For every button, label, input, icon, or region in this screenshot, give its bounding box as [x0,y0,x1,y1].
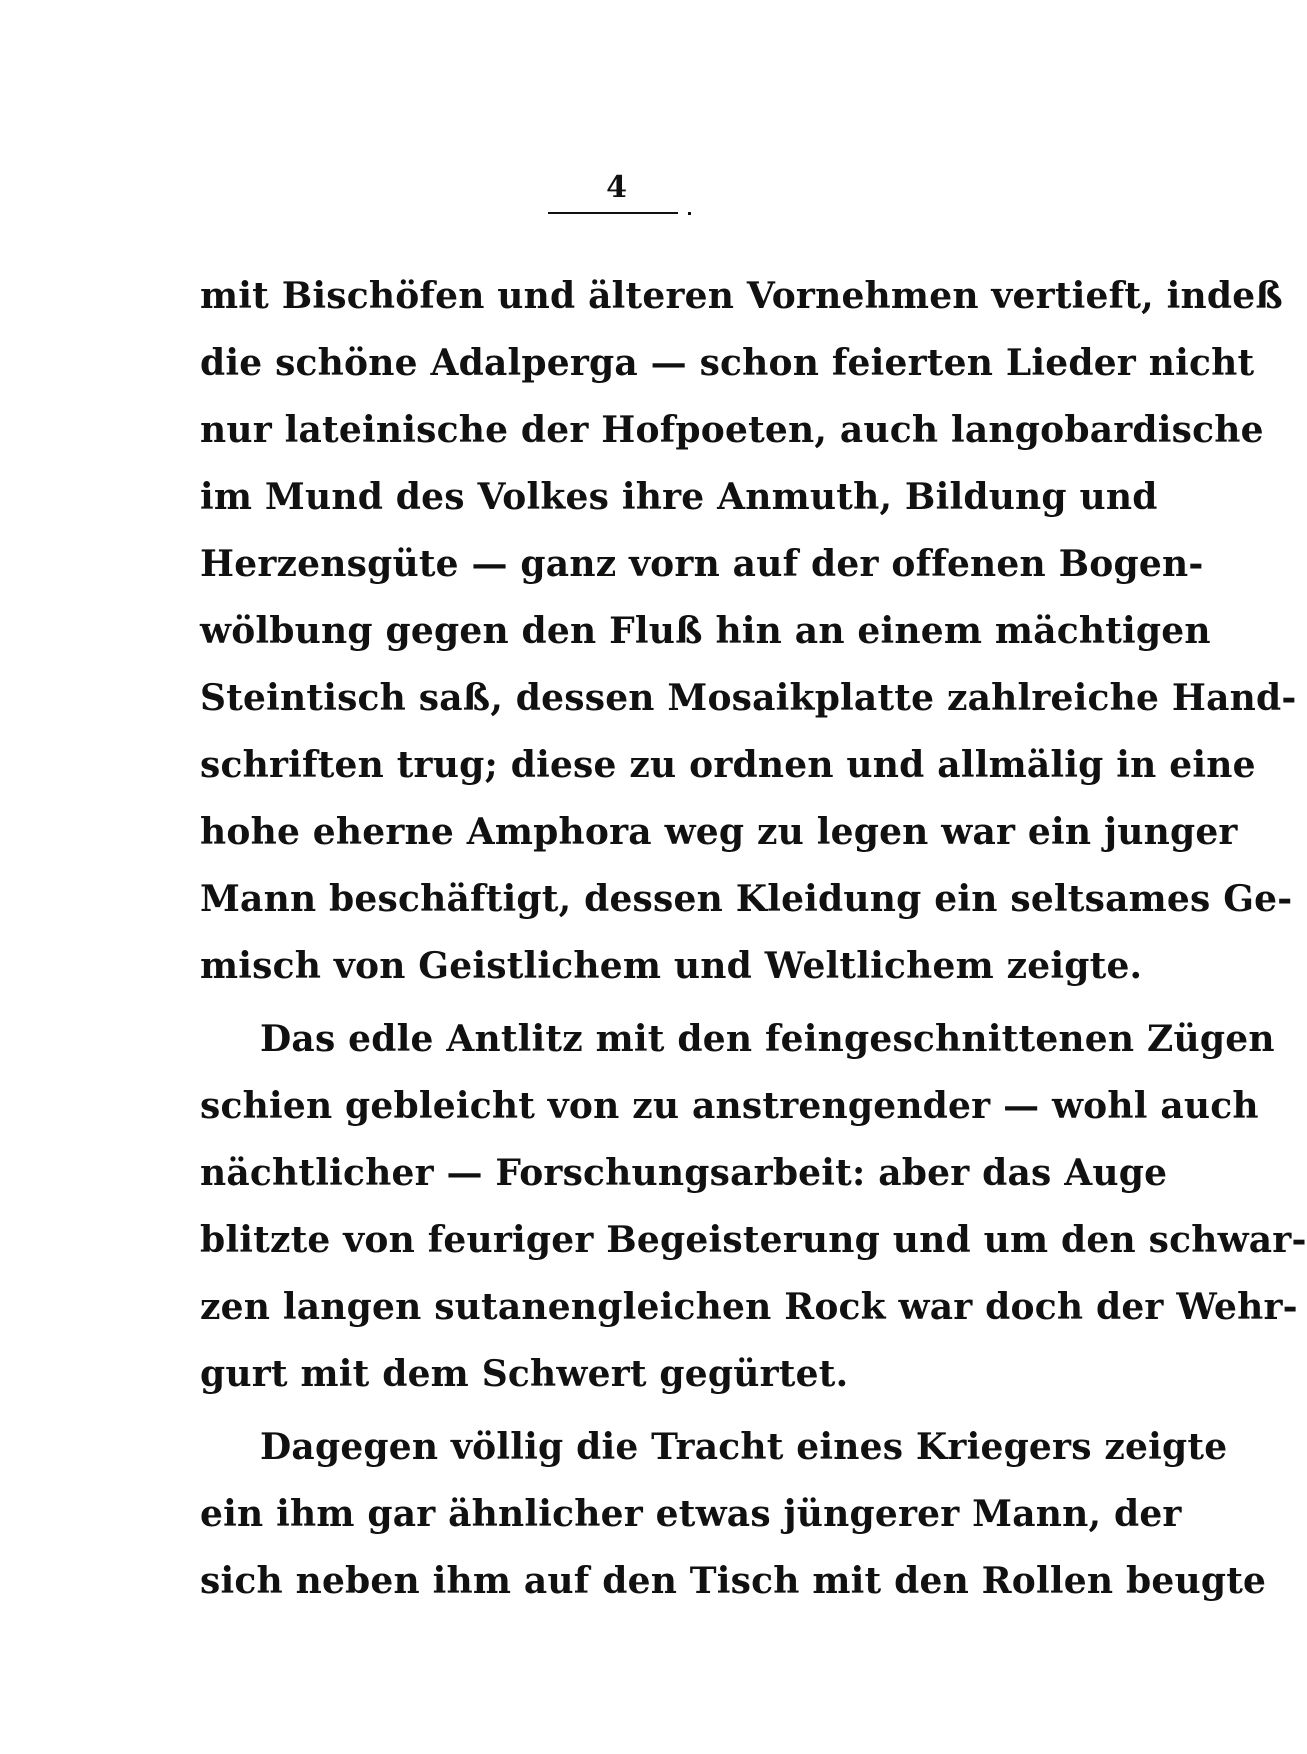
text-line: wölbung gegen den Fluß hin an einem mächtigen [200,610,1211,652]
text-line: Steintisch saß, dessen Mosaikplatte zahlreiche Hand- [200,677,1297,719]
text-line: ein ihm gar ähnlicher etwas jüngerer Mann, der [200,1493,1182,1535]
text-line: schien gebleicht von zu anstrengender — wohl auch [200,1085,1259,1127]
text-line: Mann beschäftigt, dessen Kleidung ein seltsames Ge- [200,878,1293,920]
text-line: nur lateinische der Hofpoeten, auch langobardische [200,409,1264,451]
page-number: 4 [606,170,627,205]
paragraph [200,1006,1307,1408]
header-rule-dot [688,212,691,215]
text-line: nächtlicher — Forschungsarbeit: aber das Auge [200,1152,1168,1194]
header-rule [548,212,678,214]
text-line: blitzte von feuriger Begeisterung und um den schwar- [200,1219,1307,1261]
text-line: die schöne Adalperga — schon feierten Lieder nicht [200,342,1255,384]
text-line: sich neben ihm auf den Tisch mit den Rollen beugte [200,1560,1267,1602]
paragraph [200,1414,1267,1615]
text-line: Herzensgüte — ganz vorn auf der offenen Bogen- [200,543,1204,585]
text-line: gurt mit dem Schwert gegürtet. [200,1353,849,1395]
text-line: misch von Geistlichem und Weltlichem zeigte. [200,945,1143,987]
body-text [200,263,1307,1615]
text-line: Das edle Antlitz mit den feingeschnittenen Zügen [260,1018,1275,1060]
text-line: zen langen sutanengleichen Rock war doch der Wehr- [200,1286,1298,1328]
text-line: im Mund des Volkes ihre Anmuth, Bildung und [200,476,1158,518]
text-line: mit Bischöfen und älteren Vornehmen vertieft, indeß [200,275,1283,317]
paragraph [200,263,1297,1000]
text-line: Dagegen völlig die Tracht eines Kriegers zeigte [260,1426,1228,1468]
text-line: schriften trug; diese zu ordnen und allmälig in eine [200,744,1256,786]
text-line: hohe eherne Amphora weg zu legen war ein junger [200,811,1238,853]
